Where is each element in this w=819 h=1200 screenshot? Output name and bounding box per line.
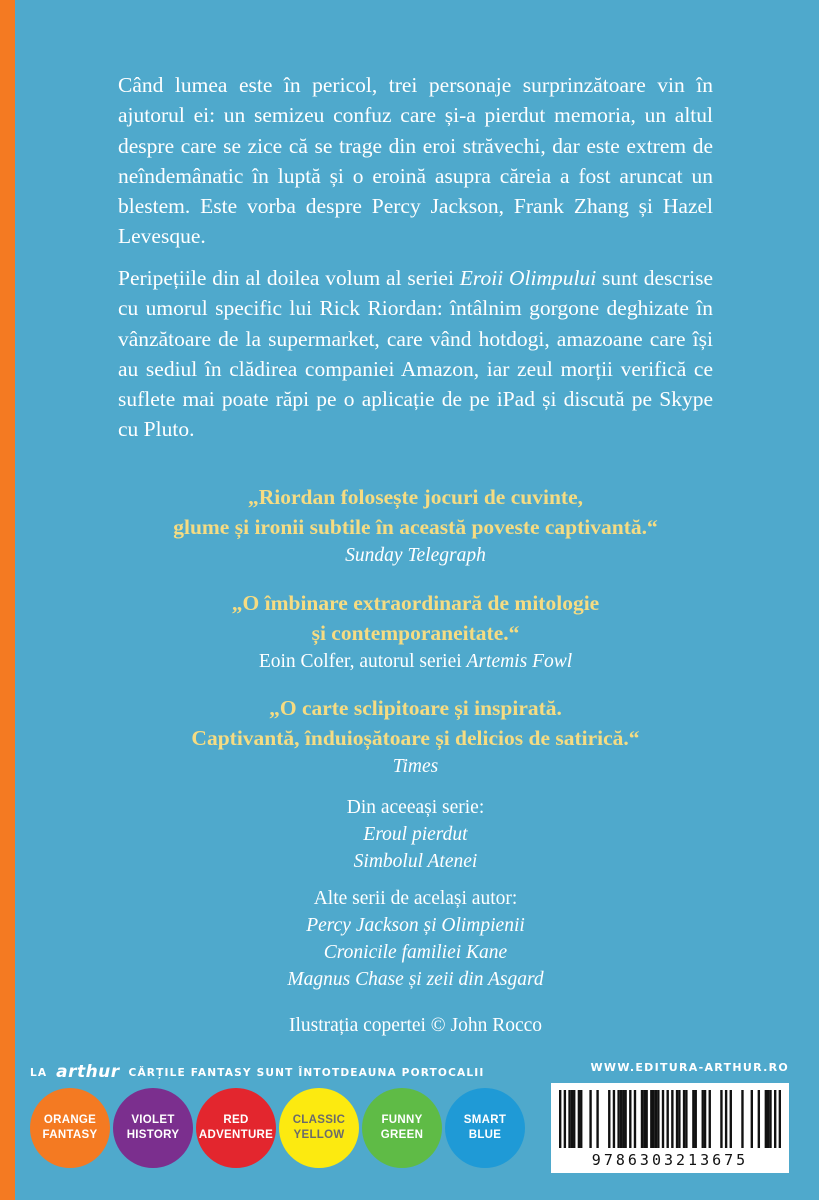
isbn-number: 9786303213675 [591,1151,749,1169]
review-quote-2 [118,588,713,675]
barcode-bar [643,1090,645,1148]
barcode-bar [645,1090,647,1148]
blurb-paragraph-2 [118,263,713,445]
badge-line-2: YELLOW [293,1129,345,1141]
barcode-bar [720,1090,722,1148]
barcode-bar [634,1090,636,1148]
review-source: Times [392,756,439,777]
barcode-bar [650,1090,652,1148]
badge-line-1: RED [223,1114,249,1126]
barcode-bar [571,1090,573,1148]
barcode-bar [657,1090,659,1148]
cover-illustration-credit [118,1012,713,1039]
barcode-bar [624,1090,626,1148]
barcode-bar [629,1090,631,1148]
review-source [118,648,713,675]
review-quote-text [118,482,713,542]
barcode-bar [662,1090,664,1148]
collection-badge-red-adventure [196,1088,276,1168]
other-series-heading: Alte serii de același autor: [313,888,518,909]
collection-badge-funny-green [362,1088,442,1168]
other-series-list [118,885,713,993]
publisher-tagline [30,1061,500,1081]
quote-line: Captivantă, înduioșătoare și delicios de satirică.“ [191,726,640,750]
badge-line-1: SMART [463,1114,507,1126]
tagline-suffix: CĂRȚILE FANTASY SUNT ÎNTOTDEAUNA PORTOCALII [128,1067,485,1079]
barcode-bar [620,1090,622,1148]
other-series-title: Percy Jackson și Olimpienii [306,915,525,936]
badge-line-2: BLUE [468,1129,502,1141]
badge-line-1: ORANGE [43,1114,97,1126]
other-series-title: Cronicile familiei Kane [323,942,508,963]
barcode-bars [559,1090,781,1148]
barcode-bar [564,1090,566,1148]
barcode-bar [666,1090,668,1148]
review-quote-3 [118,693,713,780]
barcode-bar [741,1090,743,1148]
barcode-bar [641,1090,643,1148]
quote-line: glume și ironii subtile în această poveste captivantă.“ [173,515,658,539]
barcode-bar [676,1090,678,1148]
barcode-bar [617,1090,619,1148]
quote-line: „O carte sclipitoare și inspirată. [269,696,562,720]
badge-line-2: ADVENTURE [198,1129,274,1141]
publisher-website: WWW.EDITURA-ARTHUR.RO [590,1061,789,1074]
review-quote-text [118,693,713,753]
review-quote-text [118,588,713,648]
credit-text: Ilustrația copertei © John Rocco [288,1015,543,1036]
barcode-bar [613,1090,615,1148]
barcode-bar [751,1090,753,1148]
badge-line-1: FUNNY [381,1114,423,1126]
barcode-bar [779,1090,781,1148]
quote-line: „Riordan folosește jocuri de cuvinte, [247,485,583,509]
barcode-bar [704,1090,706,1148]
badge-line-1: VIOLET [131,1114,175,1126]
barcode-bar [692,1090,694,1148]
review-source-author: Eoin Colfer, autorul seriei [258,651,467,672]
barcode-bar [568,1090,570,1148]
publisher-logo: arthur [56,1062,120,1082]
barcode-bar [559,1090,561,1148]
barcode-bar [589,1090,591,1148]
barcode-bar [758,1090,760,1148]
barcode-bar [709,1090,711,1148]
quote-line: „O îmbinare extraordinară de mitologie [231,591,600,615]
same-series-title: Simbolul Atenei [353,851,478,872]
badge-line-2: GREEN [380,1129,424,1141]
barcode-bar [622,1090,624,1148]
collection-badge-orange-fantasy [30,1088,110,1168]
series-title: Eroii Olimpului [459,266,597,290]
review-quote-1 [118,482,713,569]
barcode-bar [767,1090,769,1148]
barcode-bar [655,1090,657,1148]
badge-line-2: HISTORY [126,1129,180,1141]
collection-badge-classic-yellow [279,1088,359,1168]
barcode-bar [608,1090,610,1148]
review-source-series: Artemis Fowl [466,651,573,672]
review-source: Sunday Telegraph [345,545,486,566]
badge-line-2: FANTASY [42,1129,98,1141]
barcode-bar [695,1090,697,1148]
barcode-bar [578,1090,580,1148]
same-series-heading: Din aceeași serie: [346,797,485,818]
barcode-bar [596,1090,598,1148]
badge-line-1: CLASSIC [292,1114,346,1126]
collection-badge-violet-history [113,1088,193,1168]
barcode-bar [765,1090,767,1148]
barcode-bar [702,1090,704,1148]
other-series-title: Magnus Chase și zeii din Asgard [287,969,544,990]
same-series-title: Eroul pierdut [363,824,468,845]
barcode-bar [678,1090,680,1148]
blurb-paragraph-2-start: Peripețiile din al doilea volum al seriei [118,266,460,290]
barcode-bar [580,1090,582,1148]
same-series-list [118,794,713,875]
barcode-bar [683,1090,685,1148]
tagline-prefix: LA [30,1067,48,1079]
barcode-bar [774,1090,776,1148]
barcode-bar [652,1090,654,1148]
barcode-bar [725,1090,727,1148]
spine-strip [0,0,15,1200]
isbn-barcode [551,1083,789,1173]
barcode-bar [685,1090,687,1148]
barcode-bar [573,1090,575,1148]
barcode-bar [671,1090,673,1148]
barcode-bar [769,1090,771,1148]
blurb-paragraph-2-end: sunt descrise cu umorul specific lui Rick Riordan: întâlnim gorgone deghizate în vânzătoare de la supermarket, care vând hotdogi, amazoane care își au sediul în clădirea companiei Amazon, iar zeul morții verifică ce suflete mai poate răpi pe o aplicație de pe iPad și discută pe Skype cu Pluto. [118,266,713,442]
blurb-paragraph-1: Când lumea este în pericol, trei personaje surprinzătoare vin în ajutorul ei: un semizeu confuz care și-a pierdut memoria, un altul despre care se zice că se trage din eroi străvechi, dar este extrem de neîndemânatic în luptă și o eroină asupra căreia a fost aruncat un blestem. Este vorba despre Percy Jackson, Frank Zhang și Hazel Levesque. [118,73,713,249]
barcode-bar [730,1090,732,1148]
collection-badge-smart-blue [445,1088,525,1168]
quote-line: și contemporaneitate.“ [311,621,520,645]
